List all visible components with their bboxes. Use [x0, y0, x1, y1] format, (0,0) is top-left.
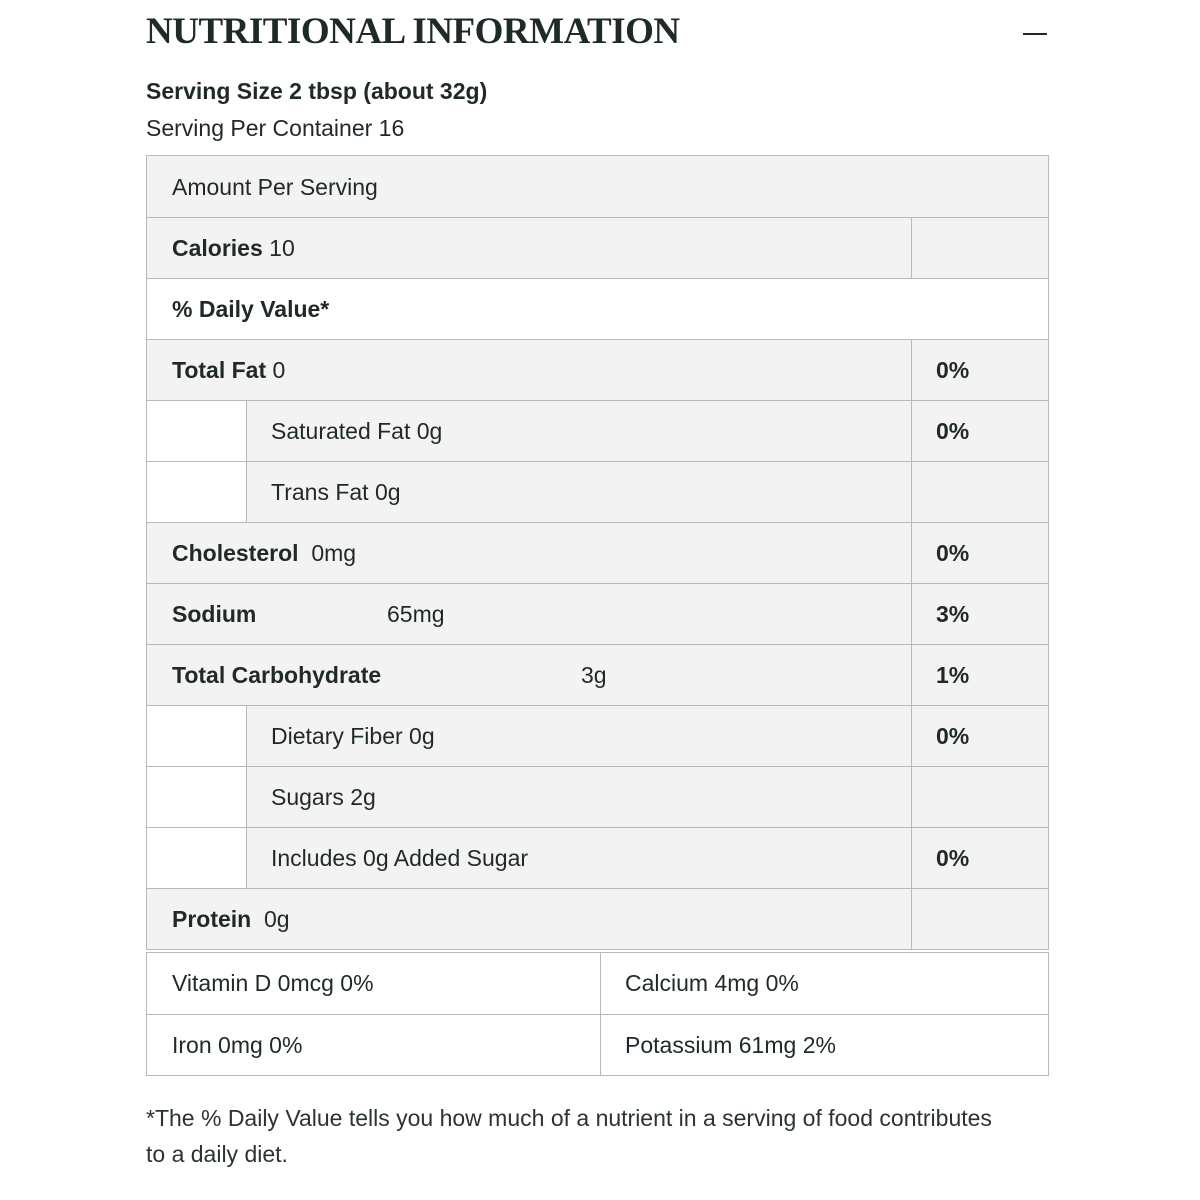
table-row-total-fat [147, 339, 1048, 400]
protein-value: 0g [264, 906, 290, 932]
minus-icon [1023, 33, 1047, 35]
dietary-fiber-pct: 0% [936, 723, 970, 749]
sodium-pct: 3% [936, 601, 970, 627]
protein-pct [912, 889, 1048, 949]
cholesterol-value: 0mg [311, 540, 357, 566]
table-row [147, 953, 1048, 1014]
indent-cell [147, 706, 247, 766]
nutrition-facts-table [146, 155, 1049, 950]
vitamin-d-cell: Vitamin D 0mcg 0% [147, 953, 601, 1014]
potassium-cell: Potassium 61mg 2% [625, 1031, 836, 1058]
sugars-label: Sugars 2g [247, 767, 912, 827]
table-row-total-carbohydrate [147, 644, 1048, 705]
indent-cell [147, 401, 247, 461]
cholesterol-cell [147, 523, 912, 583]
added-sugar-pct: 0% [936, 845, 970, 871]
total-carbohydrate-pct: 1% [936, 662, 970, 688]
table-row-cholesterol [147, 522, 1048, 583]
table-row-daily-value [147, 278, 1048, 339]
calories-value: 10 [269, 235, 295, 261]
serving-size: Serving Size 2 tbsp (about 32g) [146, 78, 488, 104]
saturated-fat-pct: 0% [936, 418, 970, 444]
table-row-trans-fat [147, 461, 1048, 522]
table-row [147, 1014, 1048, 1075]
total-fat-value: 0 [272, 357, 286, 383]
indent-cell [147, 767, 247, 827]
total-carbohydrate-cell [147, 645, 912, 705]
table-row-sugars [147, 766, 1048, 827]
cholesterol-pct: 0% [936, 540, 970, 566]
table-row-protein [147, 888, 1048, 949]
table-row-added-sugar [147, 827, 1048, 888]
table-row-calories [147, 217, 1048, 278]
sodium-label: Sodium [172, 601, 257, 627]
table-row-sodium [147, 583, 1048, 644]
trans-fat-label: Trans Fat 0g [247, 462, 912, 522]
saturated-fat-label: Saturated Fat 0g [247, 401, 912, 461]
table-row-amount-per-serving [147, 156, 1048, 217]
vitamins-minerals-table [146, 952, 1049, 1076]
protein-label: Protein [172, 906, 252, 932]
collapse-toggle-button[interactable] [1023, 22, 1049, 46]
table-row-dietary-fiber [147, 705, 1048, 766]
total-fat-cell [147, 340, 912, 400]
table-row-saturated-fat [147, 400, 1048, 461]
dietary-fiber-label: Dietary Fiber 0g [247, 706, 912, 766]
total-fat-pct: 0% [936, 357, 970, 383]
total-fat-label: Total Fat [172, 357, 267, 383]
amount-per-serving-label: Amount Per Serving [172, 173, 378, 200]
indent-cell [147, 828, 247, 888]
servings-per-container: Serving Per Container 16 [146, 115, 405, 141]
total-carbohydrate-label: Total Carbohydrate [172, 662, 382, 688]
section-title: NUTRITIONAL INFORMATION [146, 11, 680, 52]
cholesterol-label: Cholesterol [172, 540, 299, 566]
sodium-cell [147, 584, 912, 644]
sodium-value: 65mg [387, 601, 445, 627]
calories-pct-cell [912, 218, 1048, 278]
trans-fat-pct [912, 462, 1048, 522]
calories-label: Calories [172, 235, 263, 261]
calcium-cell: Calcium 4mg 0% [625, 970, 799, 996]
protein-cell [147, 889, 912, 949]
calories-cell [147, 218, 912, 278]
daily-value-header: % Daily Value* [172, 296, 330, 322]
sugars-pct [912, 767, 1048, 827]
daily-value-footnote: *The % Daily Value tells you how much of a nutrient in a serving of food contributes to a daily diet. [146, 1105, 992, 1167]
iron-cell: Iron 0mg 0% [147, 1015, 601, 1075]
indent-cell [147, 462, 247, 522]
added-sugar-label: Includes 0g Added Sugar [247, 828, 912, 888]
total-carbohydrate-value: 3g [581, 662, 607, 688]
